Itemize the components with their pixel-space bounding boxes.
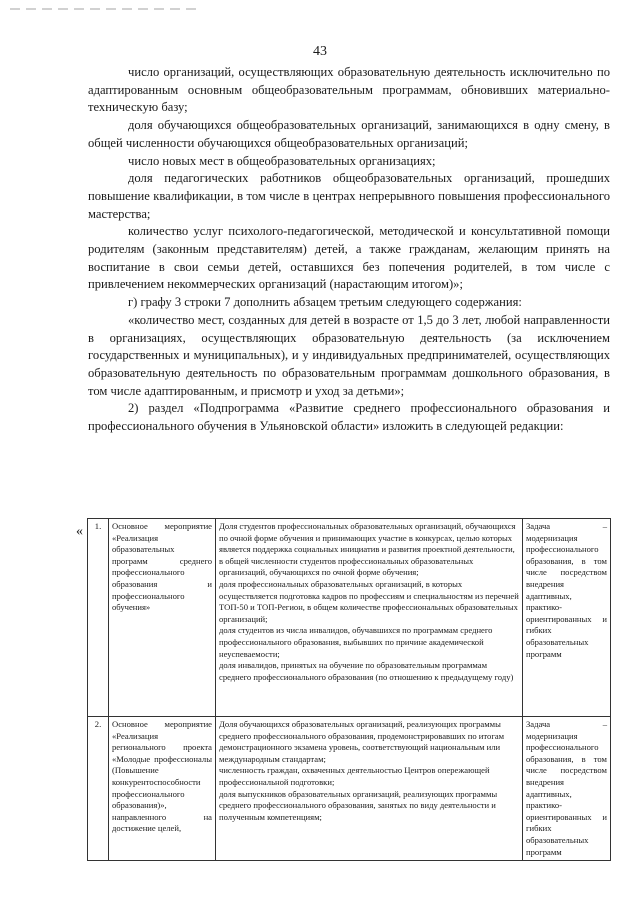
indicator-text: Доля обучающихся образовательных организаций, реализующих программы среднего профессионального образования, продемонстрировавших по итогам демонстрационного экзамена уровень, соответствующий национальным или международным стандартам;: [219, 719, 505, 764]
page-number: 43: [313, 44, 327, 59]
table-row: [88, 717, 611, 861]
indicator-text: Доля студентов профессиональных образовательных организаций, обучающихся по очной форме обучения и принимающих участие в конкурсах, целью которых является поддержка социальных инициатив и развития проектной деятельности, в общей численности студентов профессиональных образовательных организаций, обучающихся по очной форме обучения;: [219, 521, 516, 578]
paragraph: число организаций, осуществляющих образовательную деятельность исключительно по адаптированным основным общеобразовательным программам, обновивших материально-техническую базу;: [88, 65, 610, 115]
paragraph: «количество мест, созданных для детей в возрасте от 1,5 до 3 лет, любой направленности в организациях, осуществляющих образовательную деятельность (за исключением государственных и муниципальных), и у индивидуальных предпринимателей, осуществляющих образовательную деятельность по образовательным программам дошкольного образования, в том числе адаптированным, и присмотр и уход за детьми»;: [88, 312, 610, 398]
paragraph: г) графу 3 строки 7 дополнить абзацем третьим следующего содержания:: [128, 295, 522, 310]
indicator-text: доля инвалидов, принятых на обучение по образовательным программам среднего профессионального образования (по отношению к предыдущему году): [219, 660, 514, 682]
document-body: [88, 64, 610, 436]
task-cell: Задача – модернизация профессионального образования, в том числе посредством внедрения адаптивных, практико-ориентированных и гибких образовательных программ: [523, 519, 611, 717]
row-number: 1.: [88, 519, 109, 717]
subprogram-table: [87, 518, 611, 861]
paragraph: количество услуг психолого-педагогической, методической и консультативной помощи родителям (законным представителям) детей, а также гражданам, желающим принять на воспитание в свои семьи детей, оставшихся без попечения родителей, в том числе с привлечением некоммерческих организаций (нарастающим итогом)»;: [88, 224, 610, 292]
indicator-text: доля студентов из числа инвалидов, обучавшихся по программам среднего профессионального образования, выбывших по причине академической неуспеваемости;: [219, 625, 493, 659]
paragraph: 2) раздел «Подпрограмма «Развитие среднего профессионального образования и профессионального обучения в Ульяновской области» изложить в следующей редакции:: [88, 401, 610, 434]
task-cell: Задача – модернизация профессионального образования, в том числе посредством внедрения адаптивных, практико-ориентированных и гибких образовательных программ: [523, 717, 611, 861]
table-row: [88, 519, 611, 717]
paragraph: доля обучающихся общеобразовательных организаций, занимающихся в одну смену, в общей численности обучающихся общеобразовательных организаций;: [88, 118, 610, 150]
scan-artifact: [10, 8, 200, 10]
event-cell: Основное мероприятие «Реализация образовательных программ среднего профессионального образования и профессионального обучения»: [109, 519, 216, 717]
table-open-quote: «: [76, 524, 83, 539]
indicator-text: доля выпускников образовательных организаций, реализующих программы среднего профессионального образования, занятых по виду деятельности и полученным компетенциям;: [219, 788, 498, 822]
indicators-cell: [216, 519, 523, 717]
event-cell: Основное мероприятие «Реализация регионального проекта «Молодые профессионалы (Повышение конкурентоспособности профессионального образования)», направленного на достижение целей,: [109, 717, 216, 861]
indicator-text: численность граждан, охваченных деятельностью Центров опережающей профессиональной подготовки;: [219, 765, 490, 787]
paragraph: число новых мест в общеобразовательных организациях;: [128, 153, 436, 168]
row-number: 2.: [88, 717, 109, 861]
paragraph: доля педагогических работников общеобразовательных организаций, прошедших повышение квалификации, в том числе в центрах непрерывного повышения профессионального мастерства;: [88, 171, 610, 221]
indicators-cell: [216, 717, 523, 861]
indicator-text: доля профессиональных образовательных организаций, в которых осуществляется подготовка кадров по профессиям и специальностям из перечней ТОП-50 и ТОП-Регион, в общем количестве профессиональных образовательных организаций;: [219, 578, 519, 624]
